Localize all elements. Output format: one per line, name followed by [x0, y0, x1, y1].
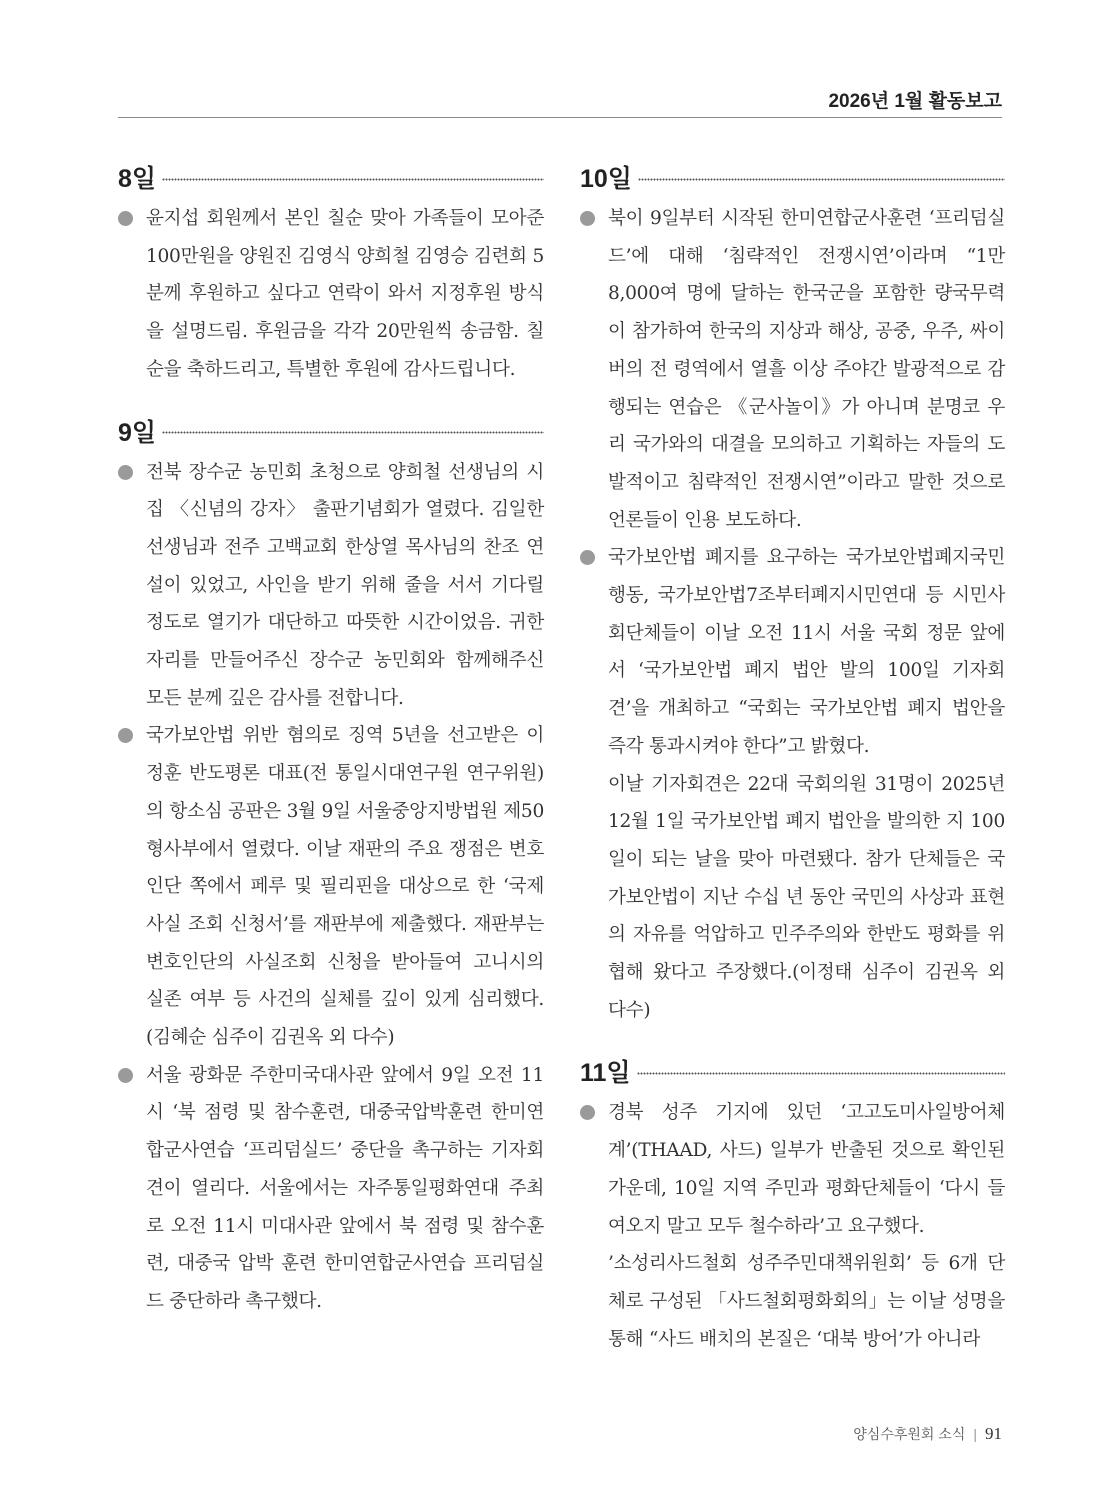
bullet-icon [118, 728, 133, 743]
page-header-title: 2026년 1월 활동보고 [828, 91, 1002, 112]
day-label: 10일 [580, 165, 632, 193]
day-heading-11 [580, 1050, 1005, 1092]
news-item [118, 454, 544, 718]
news-item-text: 서울 광화문 주한미국대사관 앞에서 9일 오전 11시 ‘북 점령 및 참수훈련, 대중국압박훈련 한미연합군사연습 ‘프리덤실드’ 중단을 촉구하는 기자회견이 열리다. 서울에서는 자주통일평화연대 주최로 오전 11시 미대사관 앞에서 북 점령 및 참수훈련, 대중국 압박 훈련 한미연합군사연습 프리덤실드 중단하라 촉구했다. [146, 1064, 544, 1312]
bullet-icon [580, 1105, 595, 1120]
dotted-leader [162, 431, 544, 436]
news-item [580, 539, 1005, 765]
news-item-text: 국가보안법 위반 혐의로 징역 5년을 선고받은 이정훈 반도평론 대표(전 통일시대연구원 연구위원)의 항소심 공판은 3월 9일 서울중앙지방법원 제50형사부에서 열렸다. 이날 재판의 주요 쟁점은 변호인단 쪽에서 페루 및 필리핀을 대상으로 한 ‘국제 사실 조회 신청서’를 재판부에 제출했다. 재판부는 변호인단의 사실조회 신청을 받아들여 고니시의 실존 여부 등 사건의 실체를 깊이 있게 심리했다.(김혜순 심주이 김권옥 외 다수) [146, 725, 544, 1049]
news-paragraph: ’소성리사드철회 성주주민대책위원회’ 등 6개 단체로 구성된 「사드철회평화회의」는 이날 성명을 통해 “사드 배치의 본질은 ‘대북 방어’가 아니라 [608, 1253, 1005, 1350]
day-heading-8 [118, 156, 544, 198]
news-item [580, 1094, 1005, 1245]
day-heading-10 [580, 156, 1005, 198]
bullet-icon [118, 465, 133, 480]
footer-separator: | [973, 1426, 977, 1442]
news-item-text: 북이 9일부터 시작된 한미연합군사훈련 ‘프리덤실드’에 대해 ‘침략적인 전쟁시연’이라며 “1만 8,000여 명에 달하는 한국군을 포함한 량국무력이 참가하여 한국의 지상과 해상, 공중, 우주, 싸이버의 전 령역에서 열흘 이상 주야간 발광적으로 감행되는 연습은 《군사놀이》가 아니며 분명코 우리 국가와의 대결을 모의하고 기획하는 자들의 도발적이고 침략적인 전쟁시연”이라고 말한 것으로 언론들이 인용 보도하다. [608, 208, 1005, 531]
news-item-text: 전북 장수군 농민회 초청으로 양희철 선생님의 시집 〈신념의 강자〉 출판기념회가 열렸다. 김일한 선생님과 전주 고백교회 한상열 목사님의 찬조 연설이 있었고, 사인을 받기 위해 줄을 서서 기다릴 정도로 열기가 대단하고 따뜻한 시간이었음. 귀한 자리를 만들어주신 장수군 농민회와 함께해주신 모든 분께 깊은 감사를 전합니다. [146, 461, 544, 709]
news-item-text: 국가보안법 폐지를 요구하는 국가보안법폐지국민행동, 국가보안법7조부터폐지시민연대 등 시민사회단체들이 이날 오전 11시 서울 국회 정문 앞에서 ‘국가보안법 폐지 법안 발의 100일 기자회견’을 개최하고 “국회는 국가보안법 폐지 법안을 즉각 통과시켜야 한다”고 밝혔다. [608, 547, 1005, 757]
news-item-text: 경북 성주 기지에 있던 ‘고고도미사일방어체계’(THAAD, 사드) 일부가 반출된 것으로 확인된 가운데, 10일 지역 주민과 평화단체들이 ‘다시 들여오지 말고 모두 철수하라’고 요구했다. [608, 1102, 1005, 1237]
day-label: 8일 [118, 165, 157, 193]
news-item [118, 200, 544, 389]
page-footer [853, 1424, 1002, 1444]
bullet-icon [580, 211, 595, 226]
dotted-leader [637, 1072, 1005, 1077]
news-item [580, 200, 1005, 539]
header-divider [118, 117, 1002, 118]
publication-name: 양심수후원회 소식 [853, 1426, 966, 1442]
left-column [118, 156, 544, 1321]
dotted-leader [162, 178, 544, 183]
page-number: 91 [985, 1424, 1002, 1443]
right-column [580, 156, 1005, 1358]
bullet-icon [580, 550, 595, 565]
bullet-icon [118, 1068, 133, 1083]
day-label: 9일 [118, 418, 157, 447]
news-paragraph: 이날 기자회견은 22대 국회의원 31명이 2025년 12월 1일 국가보안법 폐지 법안을 발의한 지 100일이 되는 날을 맞아 마련됐다. 참가 단체들은 국가보안법이 지난 수십 년 동안 국민의 사상과 표현의 자유를 억압하고 민주주의와 한반도 평화를 위협해 왔다고 주장했다.(이정태 심주이 김권옥 외 다수) [608, 773, 1005, 1021]
day-label: 11일 [580, 1059, 631, 1088]
news-item [118, 1057, 544, 1321]
news-item [118, 717, 544, 1056]
dotted-leader [638, 178, 1005, 183]
news-item-text: 윤지섭 회원께서 본인 칠순 맞아 가족들이 모아준 100만원을 양원진 김영식 양희철 김영승 김련희 5분께 후원하고 싶다고 연락이 와서 지정후원 방식을 설명드림. 후원금을 각각 20만원씩 송금함. 칠순을 축하드리고, 특별한 후원에 감사드립니다. [146, 208, 544, 380]
day-heading-9 [118, 410, 544, 452]
bullet-icon [118, 211, 133, 226]
